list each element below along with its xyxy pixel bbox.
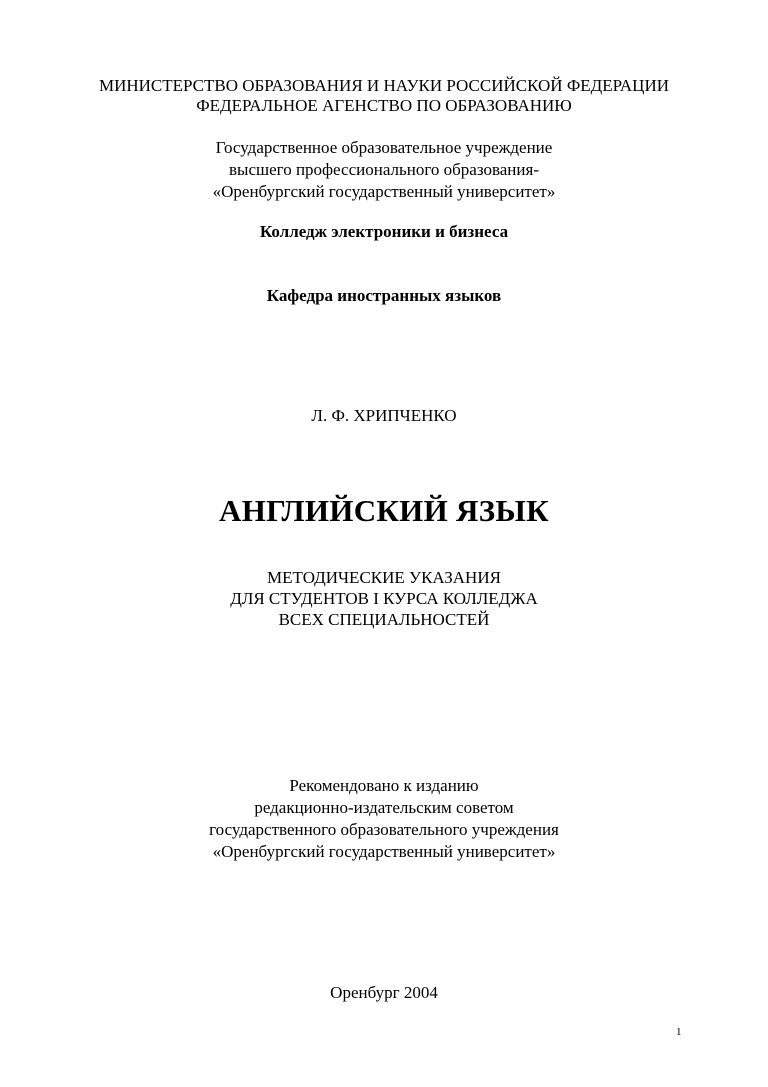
recommendation-line-1: Рекомендовано к изданию [289,776,479,795]
ministry-heading: МИНИСТЕРСТВО ОБРАЗОВАНИЯ И НАУКИ РОССИЙСКОЙ ФЕДЕРАЦИИ [98,76,670,95]
subtitle-line-2: ДЛЯ СТУДЕНТОВ I КУРСА КОЛЛЕДЖА [230,589,538,608]
college-name: Колледж электроники и бизнеса [259,222,509,241]
page-number: 1 [676,1026,682,1038]
institution-line-3: «Оренбургский государственный университет» [212,182,556,201]
department-name: Кафедра иностранных языков [266,286,502,305]
subtitle-line-1: МЕТОДИЧЕСКИЕ УКАЗАНИЯ [267,568,501,587]
institution-line-1: Государственное образовательное учреждение [215,138,553,157]
subtitle-line-3: ВСЕХ СПЕЦИАЛЬНОСТЕЙ [278,610,490,629]
recommendation-line-3: государственного образовательного учреждения [209,820,559,839]
document-title: АНГЛИЙСКИЙ ЯЗЫК [219,493,549,528]
author-name: Л. Ф. ХРИПЧЕНКО [311,406,457,425]
recommendation-line-4: «Оренбургский государственный университет» [212,842,556,861]
institution-line-2: высшего профессионального образования- [229,160,539,179]
agency-heading: ФЕДЕРАЛЬНОЕ АГЕНСТВО ПО ОБРАЗОВАНИЮ [196,96,572,115]
recommendation-line-2: редакционно-издательским советом [254,798,514,817]
city-year: Оренбург 2004 [330,983,438,1002]
